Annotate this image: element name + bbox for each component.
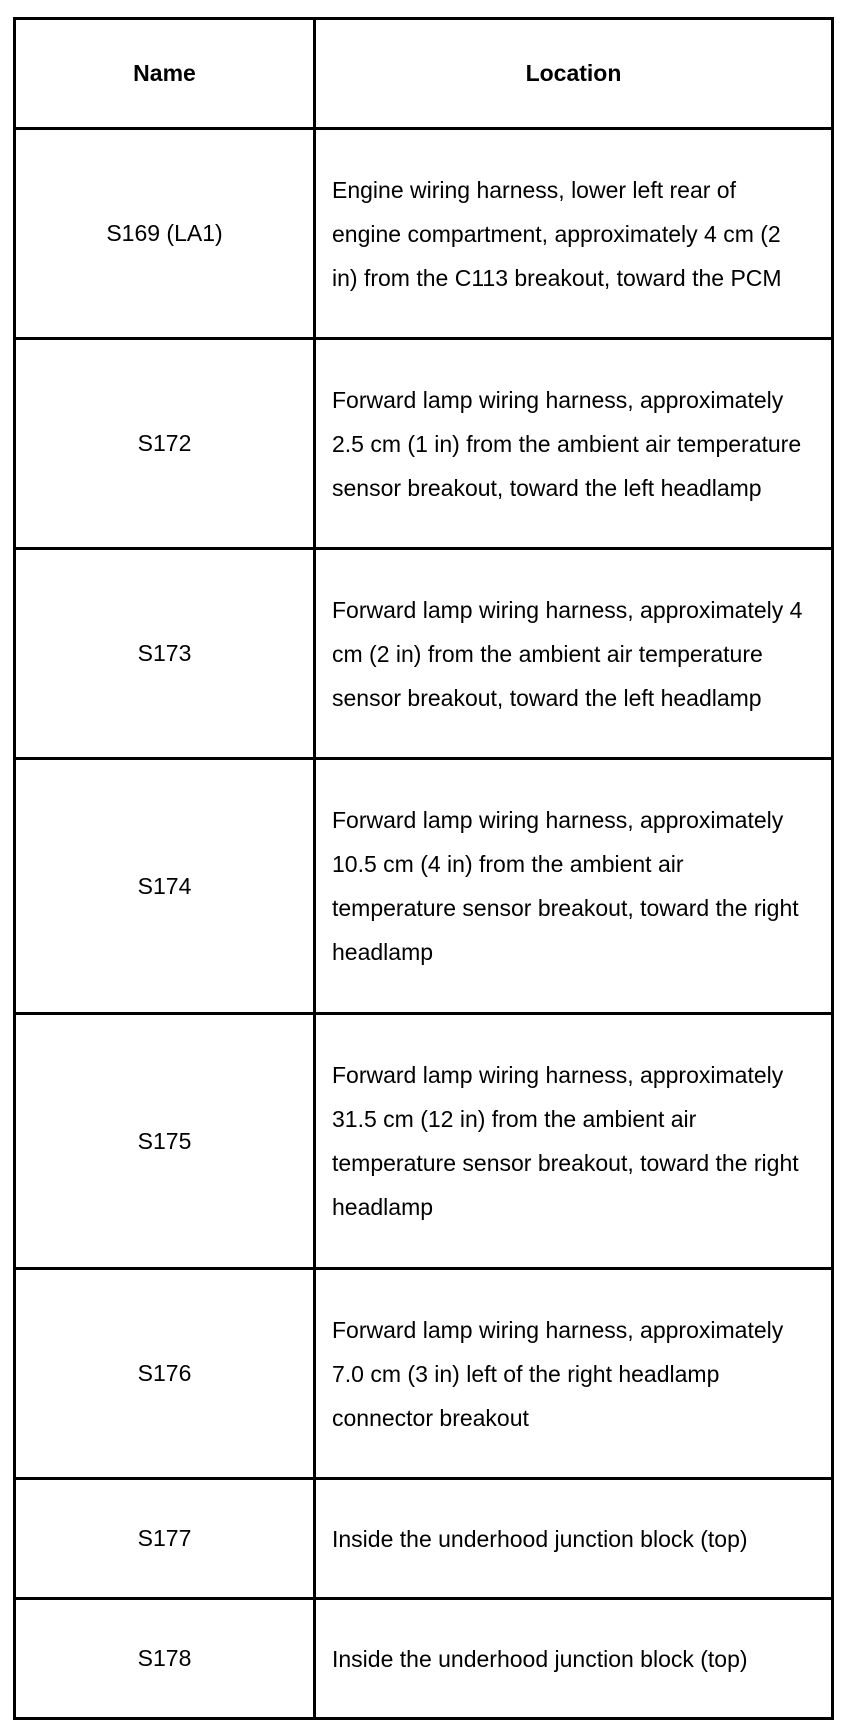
table-row bbox=[15, 759, 833, 1014]
table-row bbox=[15, 1269, 833, 1479]
table-row bbox=[15, 1479, 833, 1599]
splice-location-cell: Inside the underhood junction block (top) bbox=[315, 1599, 833, 1719]
splice-name-cell: S174 bbox=[15, 759, 315, 1014]
splice-location-cell: Forward lamp wiring harness, approximately 7.0 cm (3 in) left of the right headlamp connector breakout bbox=[315, 1269, 833, 1479]
table-row bbox=[15, 129, 833, 339]
splice-name-cell: S178 bbox=[15, 1599, 315, 1719]
column-header-location: Location bbox=[315, 19, 833, 129]
table-row bbox=[15, 549, 833, 759]
table-row bbox=[15, 1599, 833, 1719]
splice-location-cell: Inside the underhood junction block (top) bbox=[315, 1479, 833, 1599]
column-header-name: Name bbox=[15, 19, 315, 129]
splice-name-cell: S175 bbox=[15, 1014, 315, 1269]
splice-location-cell: Engine wiring harness, lower left rear of engine compartment, approximately 4 cm (2 in) from the C113 breakout, toward the PCM bbox=[315, 129, 833, 339]
table-row bbox=[15, 339, 833, 549]
table-row bbox=[15, 1014, 833, 1269]
splice-name-cell: S177 bbox=[15, 1479, 315, 1599]
splice-location-cell: Forward lamp wiring harness, approximately 31.5 cm (12 in) from the ambient air temperature sensor breakout, toward the right headlamp bbox=[315, 1014, 833, 1269]
splice-location-cell: Forward lamp wiring harness, approximately 4 cm (2 in) from the ambient air temperature sensor breakout, toward the left headlamp bbox=[315, 549, 833, 759]
splice-location-table bbox=[13, 17, 834, 1720]
splice-location-cell: Forward lamp wiring harness, approximately 10.5 cm (4 in) from the ambient air temperature sensor breakout, toward the right headlamp bbox=[315, 759, 833, 1014]
table-header-row bbox=[15, 19, 833, 129]
splice-location-cell: Forward lamp wiring harness, approximately 2.5 cm (1 in) from the ambient air temperature sensor breakout, toward the left headlamp bbox=[315, 339, 833, 549]
splice-name-cell: S176 bbox=[15, 1269, 315, 1479]
splice-name-cell: S169 (LA1) bbox=[15, 129, 315, 339]
splice-name-cell: S172 bbox=[15, 339, 315, 549]
splice-name-cell: S173 bbox=[15, 549, 315, 759]
